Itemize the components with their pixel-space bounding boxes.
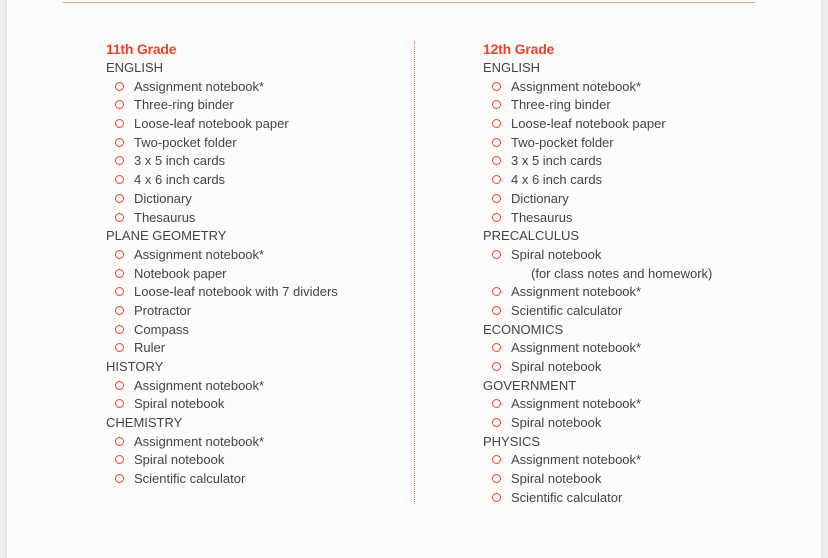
item-label: 4 x 6 inch cards — [511, 172, 603, 188]
subject-heading: ENGLISH — [483, 60, 541, 75]
item-label: Assignment notebook* — [511, 340, 642, 356]
circle-bullet-icon — [115, 306, 124, 315]
list-item — [106, 96, 406, 115]
item-label: Thesaurus — [134, 209, 196, 225]
circle-bullet-icon — [115, 138, 124, 147]
circle-bullet-icon — [115, 343, 124, 352]
circle-bullet-icon — [115, 82, 124, 91]
circle-bullet-icon — [492, 455, 501, 464]
list-item — [106, 377, 406, 396]
circle-bullet-icon — [115, 269, 124, 278]
subject-heading: PHYSICS — [483, 433, 541, 449]
circle-bullet-icon — [492, 100, 501, 109]
list-item — [106, 451, 406, 470]
item-label: Dictionary — [134, 190, 192, 206]
list-item — [483, 152, 783, 171]
list-item — [106, 283, 406, 302]
list-item — [483, 358, 783, 377]
subject-heading: PLANE GEOMETRY — [106, 228, 227, 244]
list-item — [483, 339, 783, 358]
circle-bullet-icon — [115, 474, 124, 483]
circle-bullet-icon — [492, 156, 501, 165]
list-item — [483, 190, 783, 209]
item-label: Assignment notebook* — [511, 452, 642, 468]
item-label: Spiral notebook — [134, 452, 225, 468]
item-label: Spiral notebook — [511, 359, 602, 374]
list-item — [106, 190, 406, 209]
subject-heading: ENGLISH — [106, 60, 164, 75]
item-label: Assignment notebook* — [511, 78, 642, 94]
document-page — [7, 0, 821, 558]
item-label: Spiral notebook — [511, 246, 602, 262]
list-item — [483, 171, 783, 190]
circle-bullet-icon — [492, 399, 501, 408]
item-label: Notebook paper — [134, 265, 227, 281]
item-label: Scientific calculator — [511, 489, 623, 505]
item-label: Ruler — [134, 340, 166, 356]
subject-heading: HISTORY — [106, 359, 164, 374]
subject-heading: CHEMISTRY — [106, 415, 183, 431]
item-label: 3 x 5 inch cards — [511, 153, 603, 169]
item-label: Assignment notebook* — [511, 284, 642, 300]
list-item — [483, 115, 783, 134]
grade-title: 11th Grade — [106, 41, 177, 57]
item-label: Loose-leaf notebook with 7 dividers — [134, 284, 338, 300]
list-item — [106, 209, 406, 228]
item-label: Thesaurus — [511, 209, 573, 225]
list-item — [483, 395, 783, 414]
column-divider — [414, 42, 415, 504]
list-item — [106, 78, 406, 97]
list-item — [483, 246, 783, 265]
list-item — [483, 134, 783, 153]
circle-bullet-icon — [492, 493, 501, 502]
item-label: Loose-leaf notebook paper — [511, 116, 666, 132]
circle-bullet-icon — [115, 437, 124, 446]
circle-bullet-icon — [492, 213, 501, 222]
item-label: Two-pocket folder — [134, 134, 237, 150]
item-label: Scientific calculator — [511, 302, 623, 318]
list-item — [106, 152, 406, 171]
list-item — [106, 321, 406, 340]
circle-bullet-icon — [115, 287, 124, 296]
circle-bullet-icon — [115, 175, 124, 184]
list-item — [106, 302, 406, 321]
circle-bullet-icon — [115, 213, 124, 222]
subject-heading: PRECALCULUS — [483, 228, 580, 244]
subject-heading: ECONOMICS — [483, 321, 564, 337]
list-item — [483, 489, 783, 508]
list-item — [483, 470, 783, 489]
list-item — [106, 470, 406, 489]
top-rule — [63, 2, 755, 3]
column-11th-grade — [106, 40, 406, 489]
item-label: Compass — [134, 321, 189, 337]
list-item — [483, 414, 783, 433]
list-item — [483, 209, 783, 228]
circle-bullet-icon — [492, 250, 501, 259]
circle-bullet-icon — [492, 418, 501, 427]
circle-bullet-icon — [492, 194, 501, 203]
item-label: Assignment notebook* — [511, 396, 642, 412]
circle-bullet-icon — [492, 306, 501, 315]
circle-bullet-icon — [115, 455, 124, 464]
list-item — [483, 96, 783, 115]
circle-bullet-icon — [492, 175, 501, 184]
grade-title: 12th Grade — [483, 41, 555, 57]
list-item — [483, 451, 783, 470]
circle-bullet-icon — [492, 119, 501, 128]
item-label: Spiral notebook — [511, 415, 602, 431]
circle-bullet-icon — [115, 119, 124, 128]
list-item — [106, 134, 406, 153]
item-label: Dictionary — [511, 190, 569, 206]
list-item — [483, 302, 783, 321]
circle-bullet-icon — [115, 381, 124, 390]
circle-bullet-icon — [492, 343, 501, 352]
circle-bullet-icon — [492, 474, 501, 483]
circle-bullet-icon — [115, 399, 124, 408]
circle-bullet-icon — [492, 287, 501, 296]
circle-bullet-icon — [115, 100, 124, 109]
item-label: Spiral notebook — [134, 396, 225, 412]
item-label: 3 x 5 inch cards — [134, 153, 226, 169]
list-item — [106, 115, 406, 134]
list-item — [106, 433, 406, 452]
circle-bullet-icon — [492, 138, 501, 147]
list-item — [106, 395, 406, 414]
circle-bullet-icon — [115, 325, 124, 334]
item-label: Assignment notebook* — [134, 433, 265, 449]
circle-bullet-icon — [115, 194, 124, 203]
item-note: (for class notes and homework) — [531, 265, 713, 281]
item-label: Assignment notebook* — [134, 246, 265, 262]
item-label: Spiral notebook — [511, 471, 602, 487]
item-label: Assignment notebook* — [134, 377, 265, 393]
list-item — [483, 283, 783, 302]
subject-heading: GOVERNMENT — [483, 377, 577, 393]
circle-bullet-icon — [115, 156, 124, 165]
item-label: Three-ring binder — [511, 97, 611, 113]
list-item — [106, 171, 406, 190]
item-label: Scientific calculator — [134, 471, 246, 487]
item-label: Assignment notebook* — [134, 78, 265, 94]
item-label: Two-pocket folder — [511, 134, 614, 150]
item-label: 4 x 6 inch cards — [134, 172, 226, 188]
list-item — [483, 78, 783, 97]
item-label: Protractor — [134, 302, 192, 318]
circle-bullet-icon — [492, 362, 501, 371]
column-12th-grade — [483, 40, 783, 508]
item-label: Loose-leaf notebook paper — [134, 116, 289, 132]
list-item — [106, 246, 406, 265]
circle-bullet-icon — [115, 250, 124, 259]
item-label: Three-ring binder — [134, 97, 234, 113]
list-item — [106, 265, 406, 284]
list-item — [106, 339, 406, 358]
circle-bullet-icon — [492, 82, 501, 91]
